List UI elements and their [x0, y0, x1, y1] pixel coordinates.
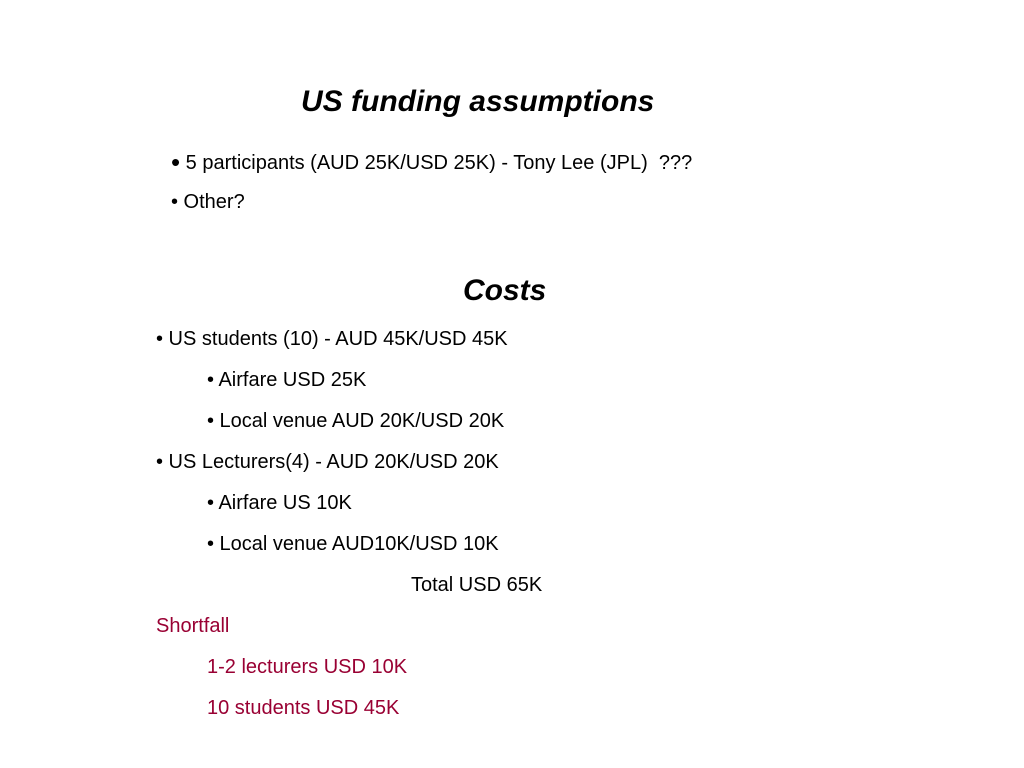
- funding-item-participants: [171, 149, 692, 175]
- funding-item-other: • Other?: [171, 191, 245, 213]
- cost-line-students-airfare: • Airfare USD 25K: [207, 369, 367, 391]
- funding-title: US funding assumptions: [301, 85, 655, 118]
- shortfall-label: Shortfall: [156, 615, 230, 637]
- cost-line-students-venue: • Local venue AUD 20K/USD 20K: [207, 410, 505, 432]
- shortfall-item-students: 10 students USD 45K: [207, 697, 400, 719]
- cost-line-lecturers-airfare: • Airfare US 10K: [207, 492, 352, 514]
- funding-item-text: 5 participants (AUD 25K/USD 25K) - Tony Lee (JPL) ???: [185, 152, 693, 174]
- costs-title: Costs: [463, 274, 547, 307]
- bullet-glyph: •: [171, 147, 181, 177]
- shortfall-item-lecturers: 1-2 lecturers USD 10K: [207, 656, 408, 678]
- costs-total: Total USD 65K: [411, 574, 543, 596]
- cost-line-us-students: • US students (10) - AUD 45K/USD 45K: [156, 328, 508, 350]
- cost-line-lecturers-venue: • Local venue AUD10K/USD 10K: [207, 533, 499, 555]
- cost-line-us-lecturers: • US Lecturers(4) - AUD 20K/USD 20K: [156, 451, 499, 473]
